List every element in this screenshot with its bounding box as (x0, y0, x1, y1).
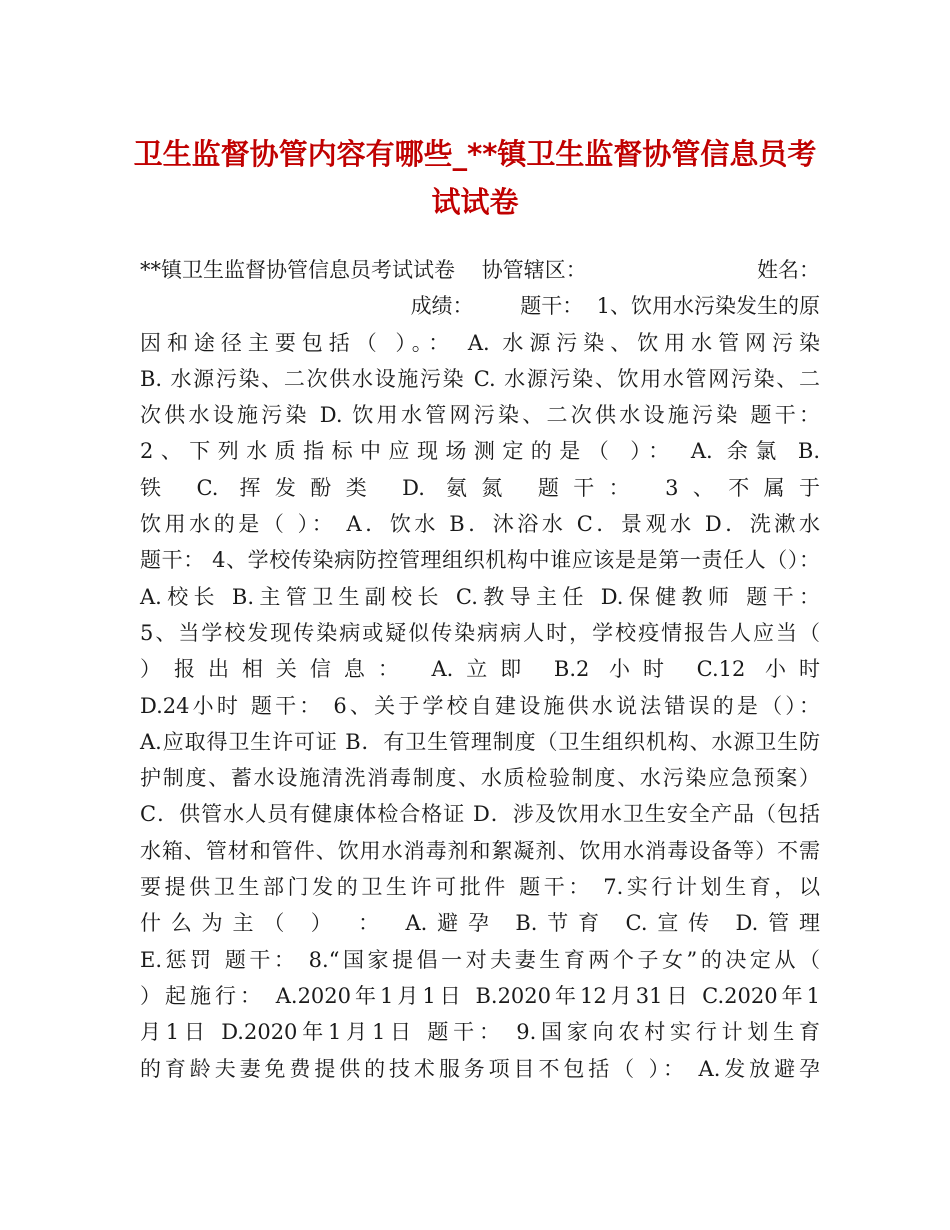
body-line-8: 饮用水的是（ ）： A．饮水 B．沐浴水 C．景观水 D．洗漱水 (140, 512, 820, 537)
body-line-5: 次供水设施污染 D. 饮用水管网污染、二次供水设施污染 题干： (140, 403, 820, 428)
document-body (140, 252, 820, 1087)
body-line-6: 2、下列水质指标中应现场测定的是（ ）： A. 余氯 B. (140, 439, 820, 464)
body-line-3: 因和途径主要包括（ ）。： A. 水源污染、饮用水管网污染 (140, 330, 820, 355)
body-line-11: 5、当学校发现传染病或疑似传染病病人时，学校疫情报告人应当（ (140, 620, 820, 645)
body-line-9: 题干： 4、学校传染病防控管理组织机构中谁应该是是第一责任人（）： (140, 548, 820, 573)
body-line-14: A.应取得卫生许可证 B．有卫生管理制度（卫生组织机构、水源卫生防 (140, 729, 820, 754)
document-title-line-2: 试试卷 (431, 185, 519, 219)
body-line-4: B. 水源污染、二次供水设施污染 C. 水源污染、饮用水管网污染、二 (140, 366, 820, 391)
body-line-18: 要提供卫生部门发的卫生许可批件 题干： 7.实行计划生育，以 (140, 875, 820, 900)
body-line-10: A.校长 B.主管卫生副校长 C.教导主任 D.保健教师 题干： (140, 584, 820, 609)
exam-header-text: **镇卫生监督协管信息员考试试卷 协管辖区： (140, 258, 587, 282)
body-line-21: ）起施行： A.2020年1月1日 B.2020年12月31日 C.2020年1 (140, 983, 820, 1008)
document-title-line-1: 卫生监督协管内容有哪些_**镇卫生监督协管信息员考 (133, 137, 817, 171)
body-line-20: E.惩罚 题干： 8.“国家提倡一对夫妻生育两个子女”的决定从（ (140, 947, 820, 972)
body-line-17: 水箱、管材和管件、饮用水消毒剂和絮凝剂、饮用水消毒设备等）不需 (140, 838, 820, 863)
body-line-7: 铁 C. 挥发酚类 D. 氨氮 题干： 3、不属于 (140, 475, 820, 500)
body-line-13: D.24小时 题干： 6、关于学校自建设施供水说法错误的是（）： (140, 693, 820, 718)
body-line-16: C．供管水人员有健康体检合格证 D．涉及饮用水卫生安全产品（包括 (140, 802, 820, 827)
body-line-12: ）报出相关信息： A.立即 B.2 小时 C.12 小时 (140, 657, 820, 682)
name-field-label: 姓名： (757, 258, 820, 282)
body-line-23: 的育龄夫妻免费提供的技术服务项目不包括（ ）： A.发放避孕 (140, 1056, 820, 1081)
body-line-1 (140, 252, 820, 288)
body-line-22: 月1日 D.2020年1月1日 题干： 9.国家向农村实行计划生育 (140, 1020, 820, 1045)
body-line-2: 成绩： 题干： 1、饮用水污染发生的原 (410, 294, 820, 319)
body-line-19: 什么为主（ ） ： A.避孕 B.节育 C.宣传 D.管理 (140, 911, 820, 936)
body-line-15: 护制度、蓄水设施清洗消毒制度、水质检验制度、水污染应急预案） (140, 766, 820, 791)
